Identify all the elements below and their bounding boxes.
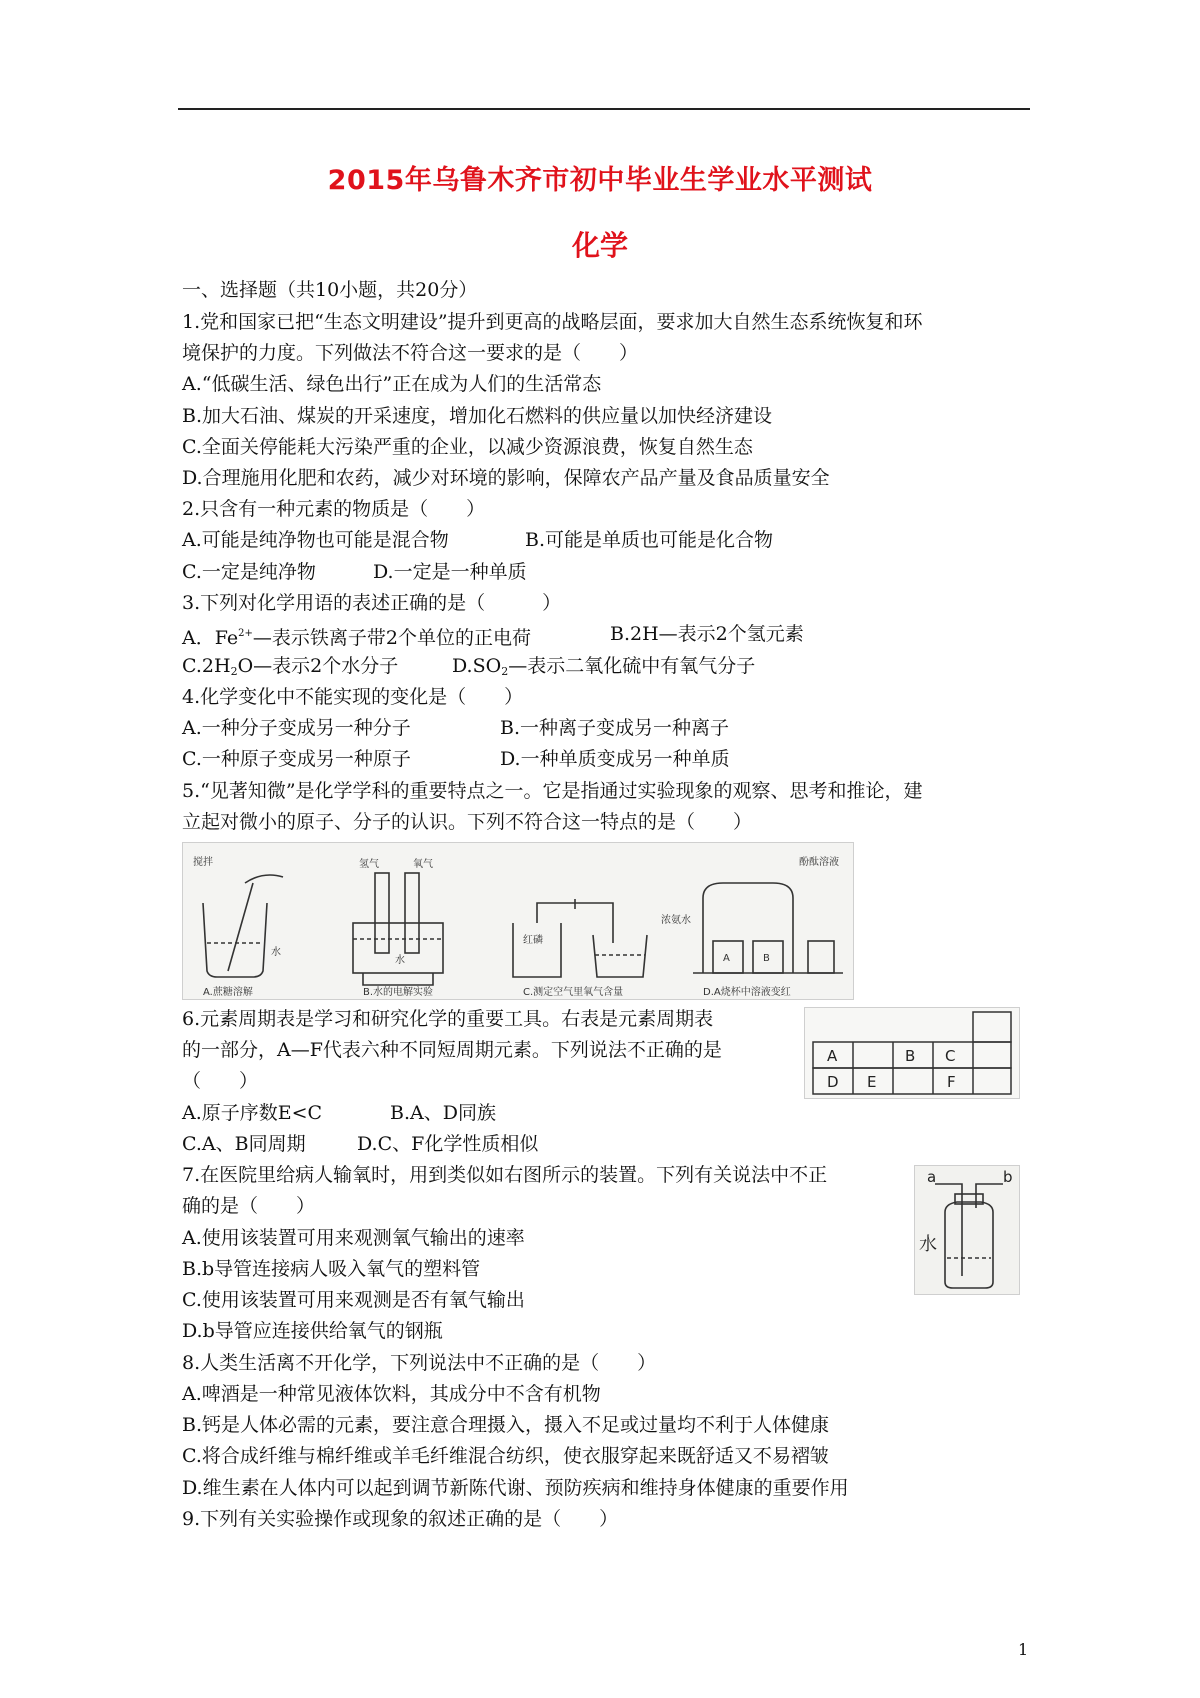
q2-option-b: B.可能是单质也可能是化合物 — [525, 529, 774, 551]
pt-cell-c: C — [945, 1047, 956, 1065]
bottle-icon — [945, 1202, 993, 1288]
section-heading: 一、选择题（共10小题，共20分） — [182, 279, 478, 301]
q3-option-d: $D.SO_2—$表示二氧化硫中有氧气分子 — [452, 655, 756, 678]
q5-caption-a: A.蔗糖溶解 — [203, 987, 253, 998]
q5-caption-b: B.水的电解实验 — [363, 987, 434, 998]
q1-option-c: C.全面关停能耗大污染严重的企业，以减少资源浪费，恢复自然生态 — [182, 436, 753, 458]
flask-c-icon — [513, 923, 561, 977]
q5-phenol-label: 酚酞溶液 — [799, 857, 839, 868]
q5-water-label-b: 水 — [395, 955, 405, 966]
pt-cell-b: B — [905, 1047, 916, 1065]
q5-cup-b-label: B — [763, 953, 770, 964]
q5-stem-line1: 5.“见著知微”是化学学科的重要特点之一。它是指通过实验现象的观察、思考和推论，建 — [182, 780, 923, 802]
q5-ammonia-label: 浓氨水 — [661, 915, 691, 926]
q5-h2-label: 氢气 — [359, 859, 379, 870]
q4-option-d: D.一种单质变成另一种单质 — [500, 748, 730, 770]
page-number: 1 — [1018, 1640, 1029, 1659]
q5-p-label: 红磷 — [523, 935, 543, 946]
q1-stem-line2: 境保护的力度。下列做法不符合这一要求的是（ ） — [182, 342, 639, 364]
q8-stem: 8.人类生活离不开化学，下列说法中不正确的是（ ） — [182, 1352, 657, 1374]
q4-option-a: A.一种分子变成另一种分子 — [182, 717, 411, 739]
q2-stem: 2.只含有一种元素的物质是（ ） — [182, 498, 486, 520]
q3-option-b: B.2H—表示2个氢元素 — [610, 623, 804, 645]
q6-option-d: D.C、F化学性质相似 — [357, 1133, 539, 1155]
pt-cell-f: F — [947, 1073, 956, 1091]
q5-figure-drawing — [183, 843, 853, 999]
q5-stem-line2: 立起对微小的原子、分子的认识。下列不符合这一特点的是（ ） — [182, 811, 753, 833]
q3-stem: 3.下列对化学用语的表述正确的是（ ） — [182, 592, 562, 614]
pt-cell-a: A — [827, 1047, 838, 1065]
oxygen-bottle-figure — [914, 1165, 1020, 1295]
q4-stem: 4.化学变化中不能实现的变化是（ ） — [182, 686, 524, 708]
q5-stir-label: 搅拌 — [193, 857, 213, 868]
q5-cup-a-label: A — [723, 953, 730, 964]
q6-option-c: C.A、B同周期 — [182, 1133, 306, 1155]
bell-jar-icon — [703, 883, 793, 973]
subject-title: 化学 — [571, 229, 628, 262]
q8-option-b: B.钙是人体必需的元素，要注意合理摄入，摄入不足或过量均不利于人体健康 — [182, 1414, 830, 1436]
pt-top-cell — [973, 1012, 1011, 1042]
q5-water-label-a: 水 — [271, 947, 281, 958]
exam-title: 2015年乌鲁木齐市初中毕业生学业水平测试 — [327, 165, 873, 196]
q2-option-d: D.一定是一种单质 — [373, 561, 527, 583]
q6-option-b: B.A、D同族 — [390, 1102, 496, 1124]
hand-icon — [245, 875, 283, 883]
q2-option-c: C.一定是纯净物 — [182, 561, 316, 583]
q2-option-a: A.可能是纯净物也可能是混合物 — [182, 529, 449, 551]
q3-option-a: A．$Fe^{2+}—$表示铁离子带2个单位的正电荷 — [182, 627, 531, 649]
pt-cell-e: E — [867, 1073, 877, 1091]
q4-option-c: C.一种原子变成另一种原子 — [182, 748, 411, 770]
q9-stem: 9.下列有关实验操作或现象的叙述正确的是（ ） — [182, 1508, 619, 1530]
q7-stem-line2: 确的是（ ） — [182, 1195, 316, 1217]
q1-option-d: D.合理施用化肥和农药，减少对环境的影响，保障农产品产量及食品质量安全 — [182, 467, 830, 489]
pt-row2 — [813, 1068, 1011, 1094]
oxygen-bottle-drawing — [915, 1166, 1019, 1294]
cup-c-icon — [808, 941, 834, 973]
tube-o2-icon — [405, 873, 419, 953]
q5-caption-c: C.测定空气里氧气含量 — [523, 987, 624, 998]
q6-stem-line2: 的一部分，A—F代表六种不同短周期元素。下列说法不正确的是 — [182, 1039, 722, 1061]
beaker-a-icon — [203, 903, 267, 977]
water-label: 水 — [919, 1234, 937, 1255]
top-rule — [178, 108, 1030, 110]
q8-option-c: C.将合成纤维与棉纤维或羊毛纤维混合纺织，使衣服穿起来既舒适又不易褶皱 — [182, 1445, 829, 1467]
q7-option-c: C.使用该装置可用来观测是否有氧气输出 — [182, 1289, 525, 1311]
periodic-table-figure — [804, 1007, 1020, 1099]
q7-option-d: D.b导管应连接供给氧气的钢瓶 — [182, 1320, 443, 1342]
q4-option-b: B.一种离子变成另一种离子 — [500, 717, 730, 739]
q5-o2-label: 氧气 — [413, 859, 433, 870]
q7-option-b: B.b导管连接病人吸入氧气的塑料管 — [182, 1258, 481, 1280]
q8-option-d: D.维生素在人体内可以起到调节新陈代谢、预防疾病和维持身体健康的重要作用 — [182, 1477, 849, 1499]
tube-b-label: b — [1003, 1168, 1013, 1186]
power-wire-icon — [363, 973, 433, 985]
q7-stem-line1: 7.在医院里给病人输氧时，用到类似如右图所示的装置。下列有关说法中不正 — [182, 1164, 828, 1186]
beaker-c-icon — [593, 935, 647, 977]
q1-option-a: A.“低碳生活、绿色出行”正在成为人们的生活常态 — [182, 373, 602, 395]
tube-a-icon — [935, 1184, 962, 1276]
q6-stem-line3: （ ） — [182, 1070, 259, 1092]
q5-experiment-figure — [182, 842, 854, 1000]
stirring-rod-icon — [228, 883, 253, 971]
periodic-table-drawing — [805, 1008, 1019, 1098]
q6-option-a: A.原子序数E<C — [182, 1102, 323, 1124]
tube-h2-icon — [375, 873, 389, 953]
tube-a-label: a — [927, 1168, 937, 1186]
q6-stem-line1: 6.元素周期表是学习和研究化学的重要工具。右表是元素周期表 — [182, 1008, 714, 1030]
q1-stem-line1: 1.党和国家已把“生态文明建设”提升到更高的战略层面，要求加大自然生态系统恢复和环 — [182, 311, 923, 333]
q5-caption-d: D.A烧杯中溶液变红 — [703, 987, 791, 998]
q7-option-a: A.使用该装置可用来观测氧气输出的速率 — [182, 1227, 525, 1249]
q3-option-c: $C.2H_2O—$表示2个水分子 — [182, 655, 399, 678]
q1-option-b: B.加大石油、煤炭的开采速度，增加化石燃料的供应量以加快经济建设 — [182, 405, 773, 427]
q8-option-a: A.啤酒是一种常见液体饮料，其成分中不含有机物 — [182, 1383, 601, 1405]
pt-cell-d: D — [827, 1073, 839, 1091]
